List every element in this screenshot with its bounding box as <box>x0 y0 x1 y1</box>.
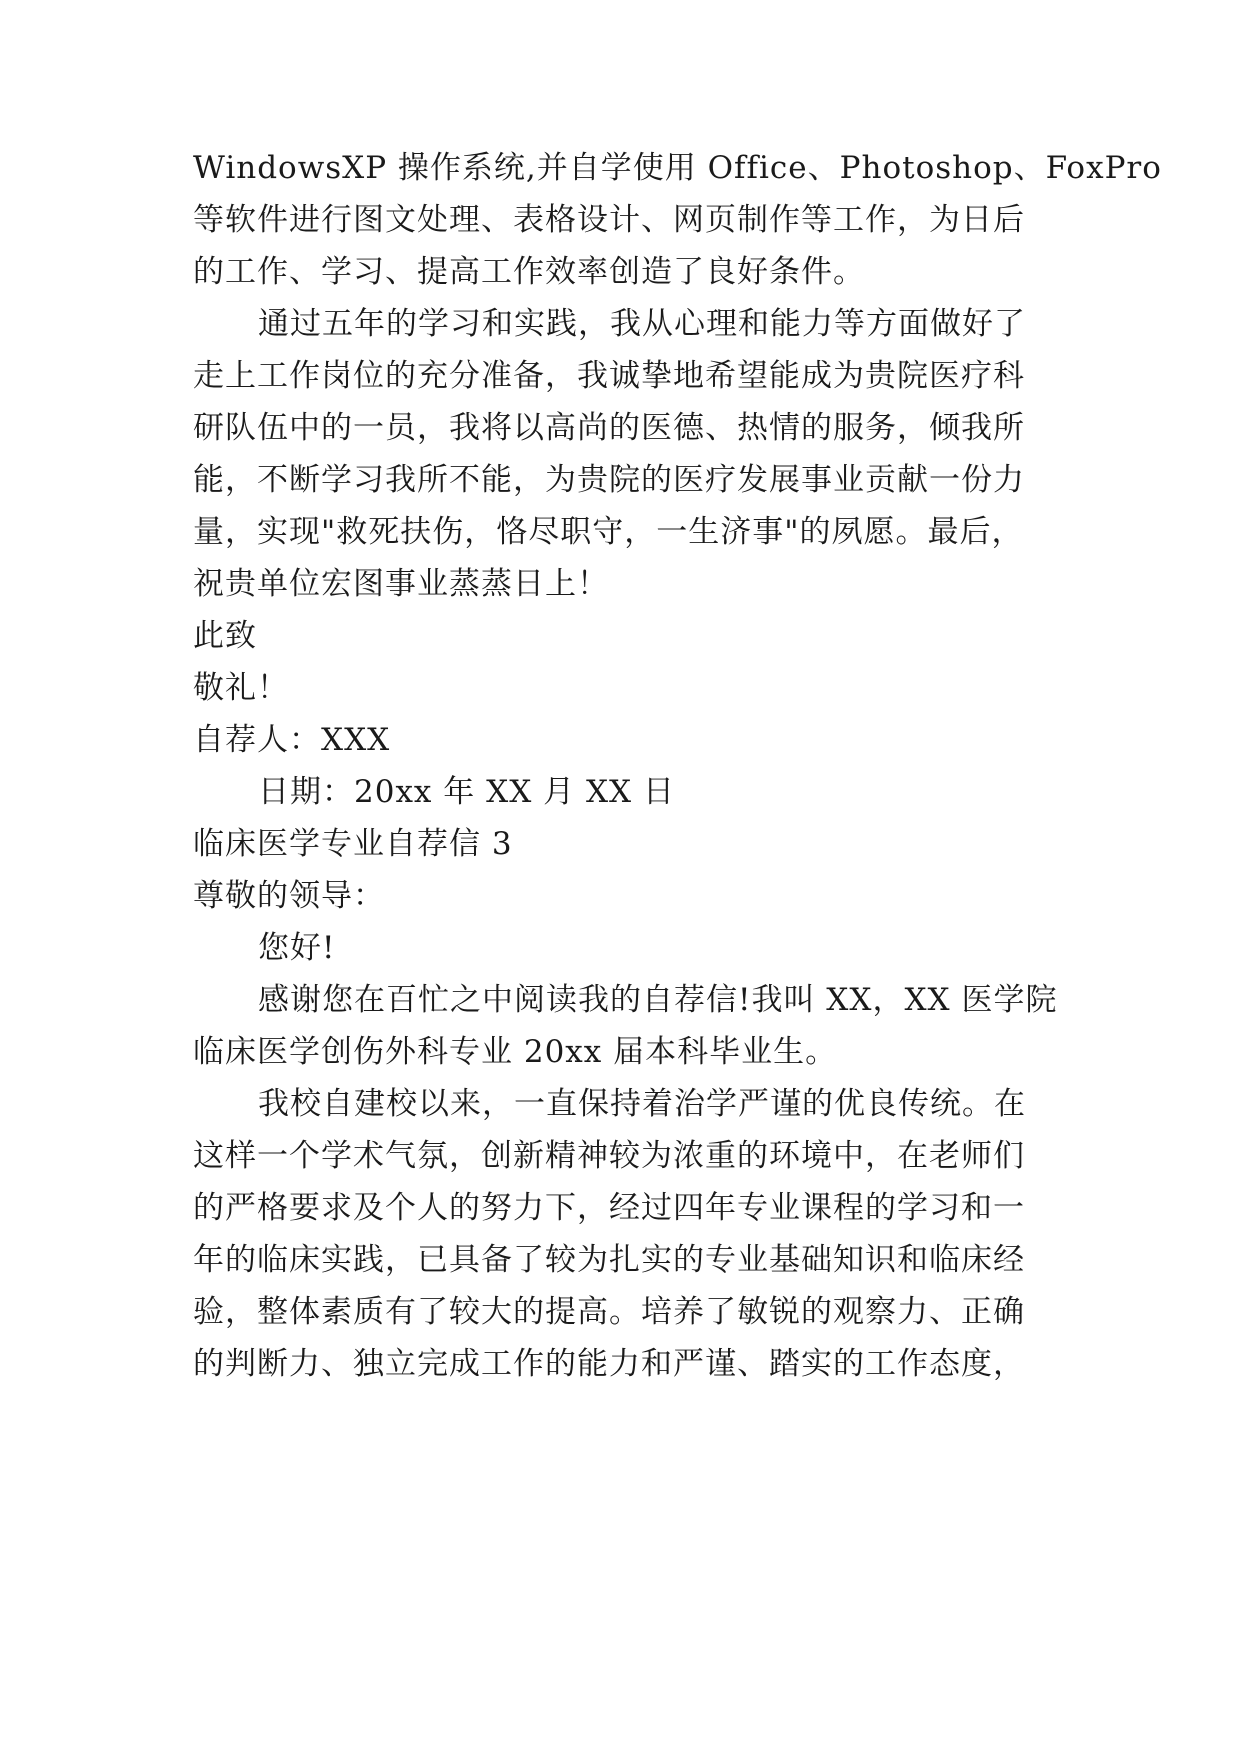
date-line: 日期：20xx 年 XX 月 XX 日 <box>258 774 675 810</box>
text-line: 等软件进行图文处理、表格设计、网页制作等工作，为日后 <box>193 202 1025 238</box>
text-line: 能，不断学习我所不能，为贵院的医疗发展事业贡献一份力 <box>193 462 1025 498</box>
text-line: 走上工作岗位的充分准备，我诚挚地希望能成为贵院医疗科 <box>193 358 1025 394</box>
text-line: 量，实现"救死扶伤，恪尽职守，一生济事"的夙愿。最后， <box>193 514 1024 550</box>
salutation-line: 敬礼！ <box>193 670 289 706</box>
text-line: WindowsXP 操作系统,并自学使用 Office、Photoshop、FoxPro <box>193 150 1162 186</box>
text-line: 的工作、学习、提高工作效率创造了良好条件。 <box>193 254 865 290</box>
text-line: 年的临床实践，已具备了较为扎实的专业基础知识和临床经 <box>193 1242 1025 1278</box>
text-line: 这样一个学术气氛，创新精神较为浓重的环境中，在老师们 <box>193 1138 1025 1174</box>
greeting-line: 尊敬的领导： <box>193 878 385 914</box>
greeting-line: 您好! <box>258 930 336 966</box>
text-line: 研队伍中的一员，我将以高尚的医德、热情的服务，倾我所 <box>193 410 1025 446</box>
text-line: 的严格要求及个人的努力下，经过四年专业课程的学习和一 <box>193 1190 1025 1226</box>
paragraph-start-line: 通过五年的学习和实践，我从心理和能力等方面做好了 <box>258 306 1026 342</box>
text-line: 的判断力、独立完成工作的能力和严谨、踏实的工作态度， <box>193 1346 1025 1382</box>
signature-line: 自荐人：XXX <box>193 722 391 758</box>
closing-line: 此致 <box>193 618 257 654</box>
section-title: 临床医学专业自荐信 3 <box>193 826 513 862</box>
text-line: 祝贵单位宏图事业蒸蒸日上！ <box>193 566 609 602</box>
text-line: 验，整体素质有了较大的提高。培养了敏锐的观察力、正确 <box>193 1294 1025 1330</box>
text-line: 临床医学创伤外科专业 20xx 届本科毕业生。 <box>193 1034 838 1070</box>
paragraph-start-line: 感谢您在百忙之中阅读我的自荐信!我叫 XX，XX 医学院 <box>258 982 1058 1018</box>
paragraph-start-line: 我校自建校以来，一直保持着治学严谨的优良传统。在 <box>258 1086 1026 1122</box>
